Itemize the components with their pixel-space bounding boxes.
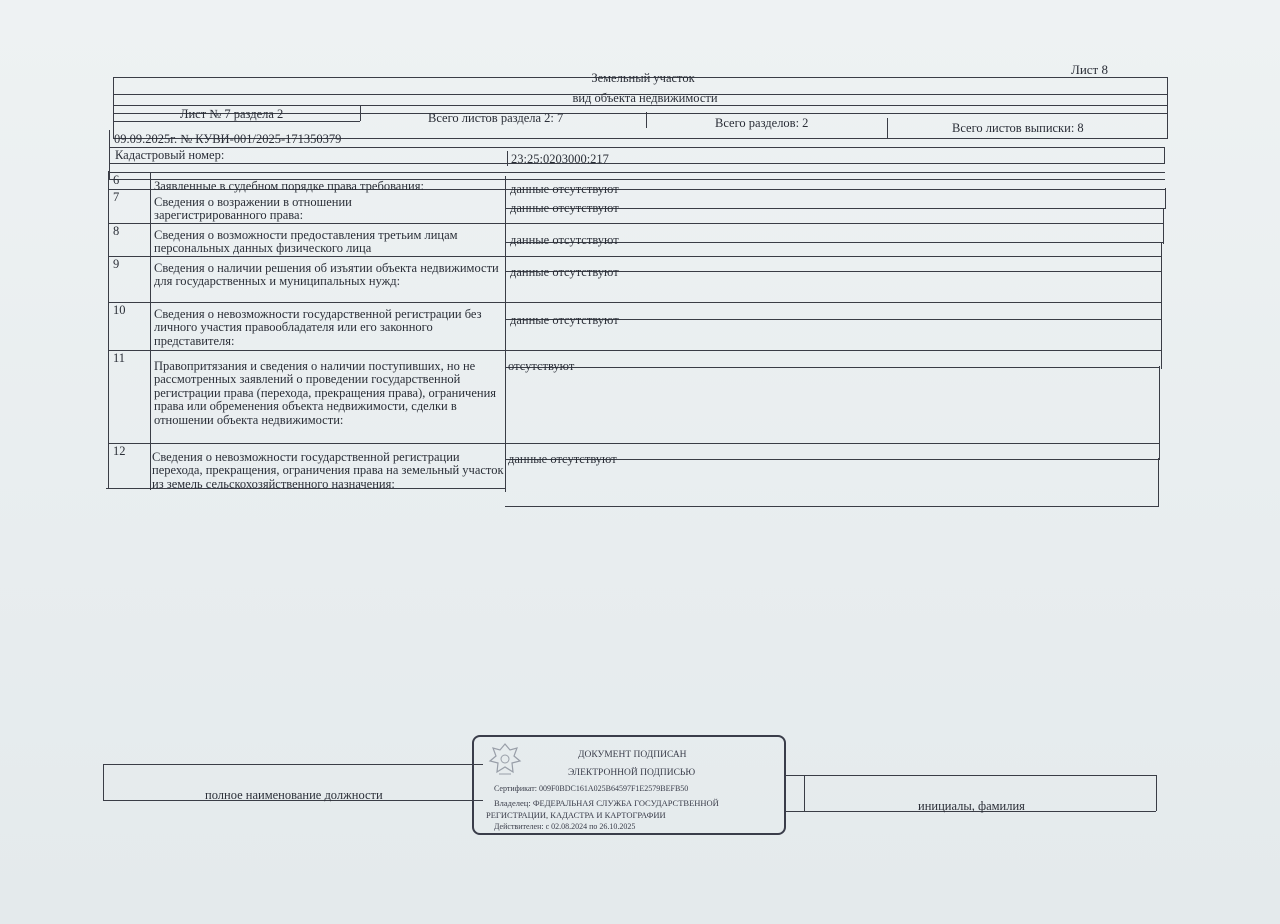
- row-value: данные отсутствуют: [510, 182, 619, 196]
- cadastral-label: Кадастровый номер:: [115, 148, 225, 162]
- row-label: Заявленные в судебном порядке права требования:: [154, 179, 424, 193]
- object-kind: вид объекта недвижимости: [572, 91, 718, 105]
- row-value: данные отсутствуют: [510, 233, 619, 247]
- row-value: данные отсутствуют: [510, 313, 619, 327]
- row-value: отсутствуют: [508, 359, 575, 373]
- row-label: Сведения о возражении в отношении зарегистрированного права:: [154, 195, 352, 223]
- row-value: данные отсутствуют: [510, 265, 619, 279]
- row-number: 12: [113, 444, 126, 458]
- row-number: 9: [113, 257, 120, 271]
- row-number: 6: [113, 173, 120, 187]
- stamp-validity: Действителен: с 02.08.2024 по 26.10.2025: [494, 822, 636, 831]
- row-label: Сведения о наличии решения об изъятии объекта недвижимости для государственных и муниципальных нужд:: [154, 261, 499, 289]
- document-reference: 09.09.2025г. № КУВИ-001/2025-171350379: [114, 132, 342, 146]
- row-number: 7: [113, 190, 120, 204]
- row-number: 8: [113, 224, 120, 238]
- row-value: данные отсутствуют: [510, 201, 619, 215]
- stamp-line1: ДОКУМЕНТ ПОДПИСАН: [578, 750, 687, 760]
- object-title: Земельный участок: [591, 71, 695, 85]
- stamp-line2: ЭЛЕКТРОННОЙ ПОДПИСЬЮ: [568, 768, 696, 778]
- row-number: 11: [113, 351, 126, 365]
- row-value: данные отсутствуют: [508, 452, 617, 466]
- position-label: полное наименование должности: [205, 788, 383, 802]
- row-label: Правопритязания и сведения о наличии поступивших, но не рассмотренных заявлений о проведении государственной регистрации права (перехода, прекращения права), ограничения права или обременения объекта недвижимости, сделки в отношении объекта недвижимости:: [154, 359, 497, 427]
- total-sections: Всего разделов: 2: [715, 116, 809, 130]
- stamp-owner-line1: Владелец: ФЕДЕРАЛЬНАЯ СЛУЖБА ГОСУДАРСТВЕННОЙ: [494, 798, 719, 808]
- section-sheets: Всего листов раздела 2: 7: [428, 111, 564, 125]
- emblem-icon: [486, 741, 524, 781]
- row-number: 10: [113, 303, 126, 317]
- total-sheets: Всего листов выписки: 8: [952, 121, 1084, 135]
- cadastral-row: [109, 147, 1165, 164]
- name-label: инициалы, фамилия: [918, 799, 1025, 813]
- cadastral-number: 23:25:0203000:217: [511, 152, 609, 166]
- sheet-of-section: Лист № 7 раздела 2: [180, 107, 284, 121]
- row-label: Сведения о возможности предоставления третьим лицам персональных данных физического лица: [154, 228, 458, 256]
- stamp-owner-line2: РЕГИСТРАЦИИ, КАДАСТРА И КАРТОГРАФИИ: [486, 810, 666, 820]
- sheet-number: Лист 8: [1071, 62, 1108, 77]
- row-label: Сведения о невозможности государственной регистрации без личного участия правообладателя или его законного представителя:: [154, 307, 482, 348]
- row-label: Сведения о невозможности государственной регистрации перехода, прекращения, ограничения права на земельный участок из земель сельскохозяйственного назначения:: [152, 450, 504, 491]
- electronic-signature-stamp: [472, 735, 786, 835]
- stamp-certificate: Сертификат: 009F0BDC161A025B64597F1E2579BEFB50: [494, 784, 689, 793]
